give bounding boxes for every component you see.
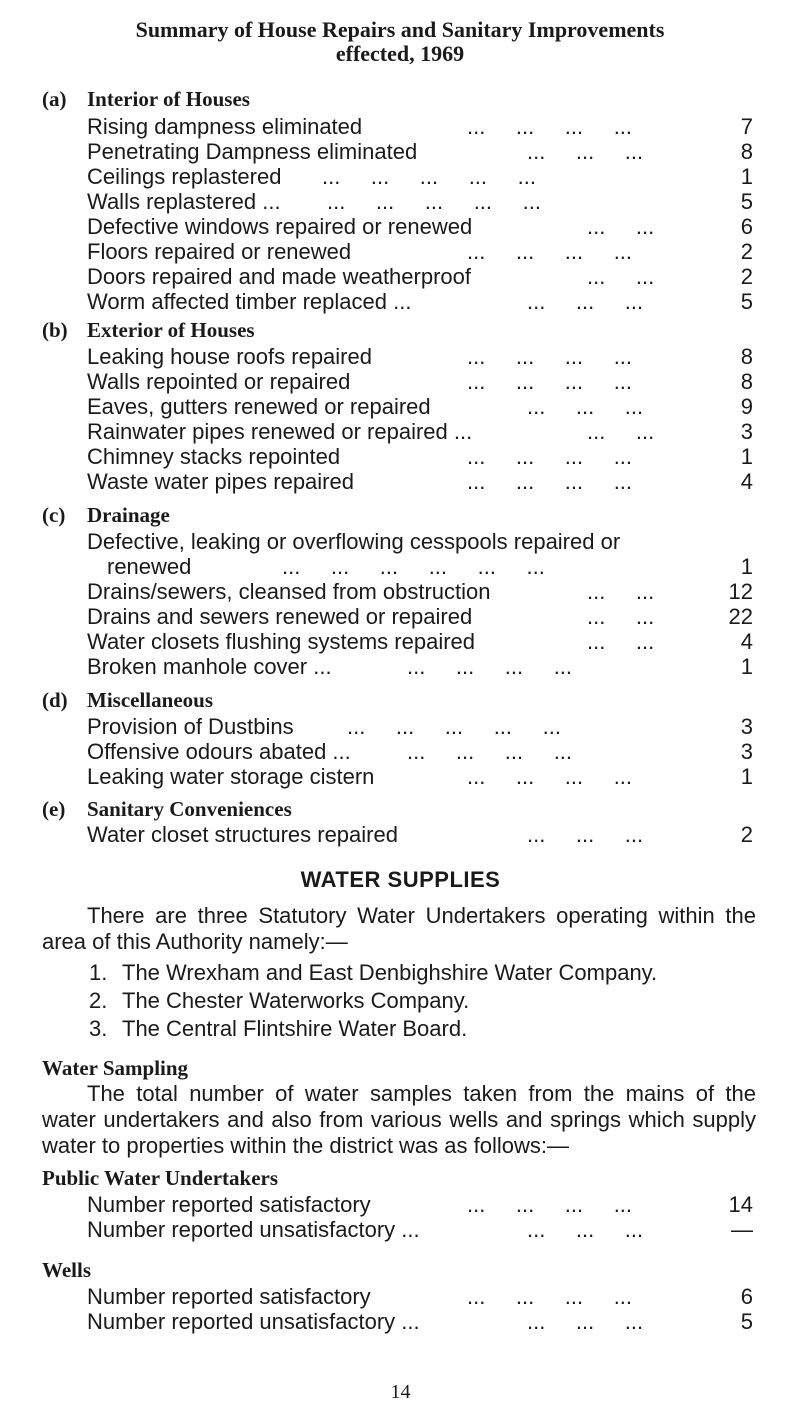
leader-dots: ... ... ... ... bbox=[467, 1192, 633, 1217]
leader-dots: ... ... ... ... ... bbox=[322, 164, 536, 189]
section-title: Interior of Houses bbox=[87, 87, 250, 111]
row-label: Drains and sewers renewed or repaired bbox=[87, 604, 473, 629]
table-row bbox=[87, 629, 753, 654]
list-text: The Wrexham and East Denbighshire Water Company. bbox=[122, 960, 658, 985]
row-label: Water closet structures repaired bbox=[87, 822, 398, 847]
table-row bbox=[87, 1217, 753, 1242]
table-row bbox=[87, 469, 753, 494]
leader-dots: ... ... ... ... bbox=[467, 369, 633, 394]
table-row bbox=[87, 239, 753, 264]
table-row bbox=[87, 189, 753, 214]
list-item bbox=[89, 960, 657, 985]
row-label: Floors repaired or renewed bbox=[87, 239, 352, 264]
table-row bbox=[87, 139, 753, 164]
row-label: Defective windows repaired or renewed bbox=[87, 214, 473, 239]
section-letter: (a) bbox=[42, 87, 67, 111]
leader-dots: ... ... bbox=[587, 419, 655, 444]
table-row bbox=[87, 822, 753, 847]
row-label: Rising dampness eliminated bbox=[87, 114, 363, 139]
leader-dots: ... ... ... ... ... bbox=[327, 189, 541, 214]
row-value: 3 bbox=[740, 419, 753, 444]
row-label: Drains/sewers, cleansed from obstruction bbox=[87, 579, 491, 604]
list-item bbox=[89, 1016, 467, 1041]
row-label: Eaves, gutters renewed or repaired bbox=[87, 394, 431, 419]
section-letter: (b) bbox=[42, 318, 68, 342]
row-value: 12 bbox=[728, 579, 753, 604]
row-value: 2 bbox=[740, 822, 753, 847]
row-value: 3 bbox=[740, 739, 753, 764]
row-value: 22 bbox=[728, 604, 753, 629]
row-label: Number reported unsatisfactory ... bbox=[87, 1217, 420, 1242]
row-value: 8 bbox=[740, 139, 753, 164]
table-row bbox=[87, 214, 753, 239]
row-label: Broken manhole cover ... bbox=[87, 654, 332, 679]
water-sampling-text: The total number of water samples taken from the mains of the water undertakers and also from various wells and springs which supply water to properties within the district was as follows:— bbox=[42, 1081, 756, 1158]
list-text: The Central Flintshire Water Board. bbox=[122, 1016, 468, 1041]
row-value: 2 bbox=[740, 264, 753, 289]
row-value: 6 bbox=[740, 1284, 753, 1309]
leader-dots: ... ... ... bbox=[527, 1309, 644, 1334]
row-label: Leaking house roofs repaired bbox=[87, 344, 372, 369]
leader-dots: ... ... ... ... bbox=[467, 469, 633, 494]
table-row bbox=[87, 1309, 753, 1334]
row-value: 4 bbox=[740, 469, 753, 494]
table-row bbox=[87, 1284, 753, 1309]
leader-dots: ... ... ... bbox=[527, 139, 644, 164]
table-row bbox=[87, 289, 753, 314]
list-number: 2. bbox=[89, 988, 108, 1013]
wells-heading: Wells bbox=[42, 1258, 92, 1282]
leader-dots: ... ... bbox=[587, 214, 655, 239]
table-row bbox=[87, 369, 753, 394]
public-undertakers-heading: Public Water Undertakers bbox=[42, 1166, 279, 1190]
row-value: 1 bbox=[740, 654, 753, 679]
list-item bbox=[89, 988, 469, 1013]
section-title: Sanitary Conveniences bbox=[87, 797, 292, 821]
row-value: 14 bbox=[728, 1192, 753, 1217]
table-row bbox=[87, 739, 753, 764]
row-label: Water closets flushing systems repaired bbox=[87, 629, 475, 654]
row-label: renewed bbox=[107, 554, 192, 579]
table-row-intro bbox=[87, 529, 753, 554]
row-label: Number reported satisfactory bbox=[87, 1192, 371, 1217]
table-row bbox=[87, 394, 753, 419]
section-heading-sanitary bbox=[42, 797, 292, 822]
water-sampling-heading: Water Sampling bbox=[42, 1056, 189, 1080]
page-number: 14 bbox=[390, 1381, 411, 1403]
row-label: Offensive odours abated ... bbox=[87, 739, 351, 764]
section-heading-interior bbox=[42, 87, 250, 112]
leader-dots: ... ... bbox=[587, 264, 655, 289]
page-title: Summary of House Repairs and Sanitary Improvements bbox=[135, 17, 665, 42]
leader-dots: ... ... ... ... bbox=[407, 654, 573, 679]
water-supplies-heading: WATER SUPPLIES bbox=[300, 867, 501, 892]
table-row bbox=[87, 579, 753, 604]
table-row bbox=[87, 444, 753, 469]
table-row bbox=[87, 714, 753, 739]
row-value: 1 bbox=[740, 164, 753, 189]
list-text: The Chester Waterworks Company. bbox=[122, 988, 470, 1013]
table-row bbox=[87, 604, 753, 629]
page-subtitle: effected, 1969 bbox=[335, 41, 465, 66]
row-value: 9 bbox=[740, 394, 753, 419]
row-label: Worm affected timber replaced ... bbox=[87, 289, 412, 314]
section-heading-exterior bbox=[42, 318, 255, 343]
water-supplies-intro: There are three Statutory Water Undertakers operating within the area of this Authority namely:— bbox=[42, 903, 756, 954]
list-number: 3. bbox=[89, 1016, 108, 1041]
section-title: Exterior of Houses bbox=[87, 318, 255, 342]
leader-dots: ... ... ... ... bbox=[467, 444, 633, 469]
row-value: 7 bbox=[740, 114, 753, 139]
row-label: Defective, leaking or overflowing cesspools repaired or bbox=[87, 529, 621, 554]
leader-dots: ... ... ... ... bbox=[467, 344, 633, 369]
row-value: 8 bbox=[740, 344, 753, 369]
row-value: 5 bbox=[740, 289, 753, 314]
row-label: Doors repaired and made weatherproof bbox=[87, 264, 472, 289]
row-value: 1 bbox=[740, 444, 753, 469]
leader-dots: ... ... ... ... bbox=[467, 1284, 633, 1309]
list-number: 1. bbox=[89, 960, 108, 985]
leader-dots: ... ... ... bbox=[527, 822, 644, 847]
section-title: Miscellaneous bbox=[87, 688, 213, 712]
leader-dots: ... ... bbox=[587, 579, 655, 604]
table-row bbox=[87, 344, 753, 369]
row-value: 3 bbox=[740, 714, 753, 739]
section-letter: (e) bbox=[42, 797, 66, 821]
row-label: Number reported satisfactory bbox=[87, 1284, 371, 1309]
leader-dots: ... ... bbox=[587, 629, 655, 654]
section-letter: (c) bbox=[42, 503, 66, 527]
table-row bbox=[87, 264, 753, 289]
section-letter: (d) bbox=[42, 688, 68, 712]
row-label: Penetrating Dampness eliminated bbox=[87, 139, 418, 164]
leader-dots: ... ... ... ... bbox=[467, 764, 633, 789]
section-heading-drainage bbox=[42, 503, 170, 528]
leader-dots: ... ... ... bbox=[527, 289, 644, 314]
row-label: Walls repointed or repaired bbox=[87, 369, 351, 394]
row-value: 1 bbox=[740, 554, 753, 579]
leader-dots: ... ... ... ... bbox=[407, 739, 573, 764]
row-label: Waste water pipes repaired bbox=[87, 469, 354, 494]
leader-dots: ... ... ... bbox=[527, 1217, 644, 1242]
leader-dots: ... ... ... ... ... ... bbox=[282, 554, 545, 579]
leader-dots: ... ... ... ... bbox=[467, 114, 633, 139]
row-value: 1 bbox=[740, 764, 753, 789]
row-value: 4 bbox=[740, 629, 753, 654]
row-value: 6 bbox=[740, 214, 753, 239]
table-row bbox=[87, 654, 753, 679]
row-label: Chimney stacks repointed bbox=[87, 444, 341, 469]
row-value: — bbox=[731, 1217, 753, 1242]
table-row bbox=[87, 1192, 753, 1217]
table-row bbox=[87, 419, 753, 444]
leader-dots: ... ... ... bbox=[527, 394, 644, 419]
table-row bbox=[87, 164, 753, 189]
leader-dots: ... ... ... ... bbox=[467, 239, 633, 264]
row-value: 2 bbox=[740, 239, 753, 264]
row-value: 5 bbox=[740, 1309, 753, 1334]
row-label: Provision of Dustbins bbox=[87, 714, 294, 739]
row-label: Rainwater pipes renewed or repaired ... bbox=[87, 419, 473, 444]
row-label: Leaking water storage cistern bbox=[87, 764, 375, 789]
table-row bbox=[87, 554, 753, 579]
table-row bbox=[87, 114, 753, 139]
row-label: Walls replastered ... bbox=[87, 189, 281, 214]
leader-dots: ... ... bbox=[587, 604, 655, 629]
section-title: Drainage bbox=[87, 503, 170, 527]
table-row bbox=[87, 764, 753, 789]
row-value: 5 bbox=[740, 189, 753, 214]
leader-dots: ... ... ... ... ... bbox=[347, 714, 561, 739]
section-heading-miscellaneous bbox=[42, 688, 213, 713]
row-label: Ceilings replastered bbox=[87, 164, 282, 189]
row-value: 8 bbox=[740, 369, 753, 394]
row-label: Number reported unsatisfactory ... bbox=[87, 1309, 420, 1334]
